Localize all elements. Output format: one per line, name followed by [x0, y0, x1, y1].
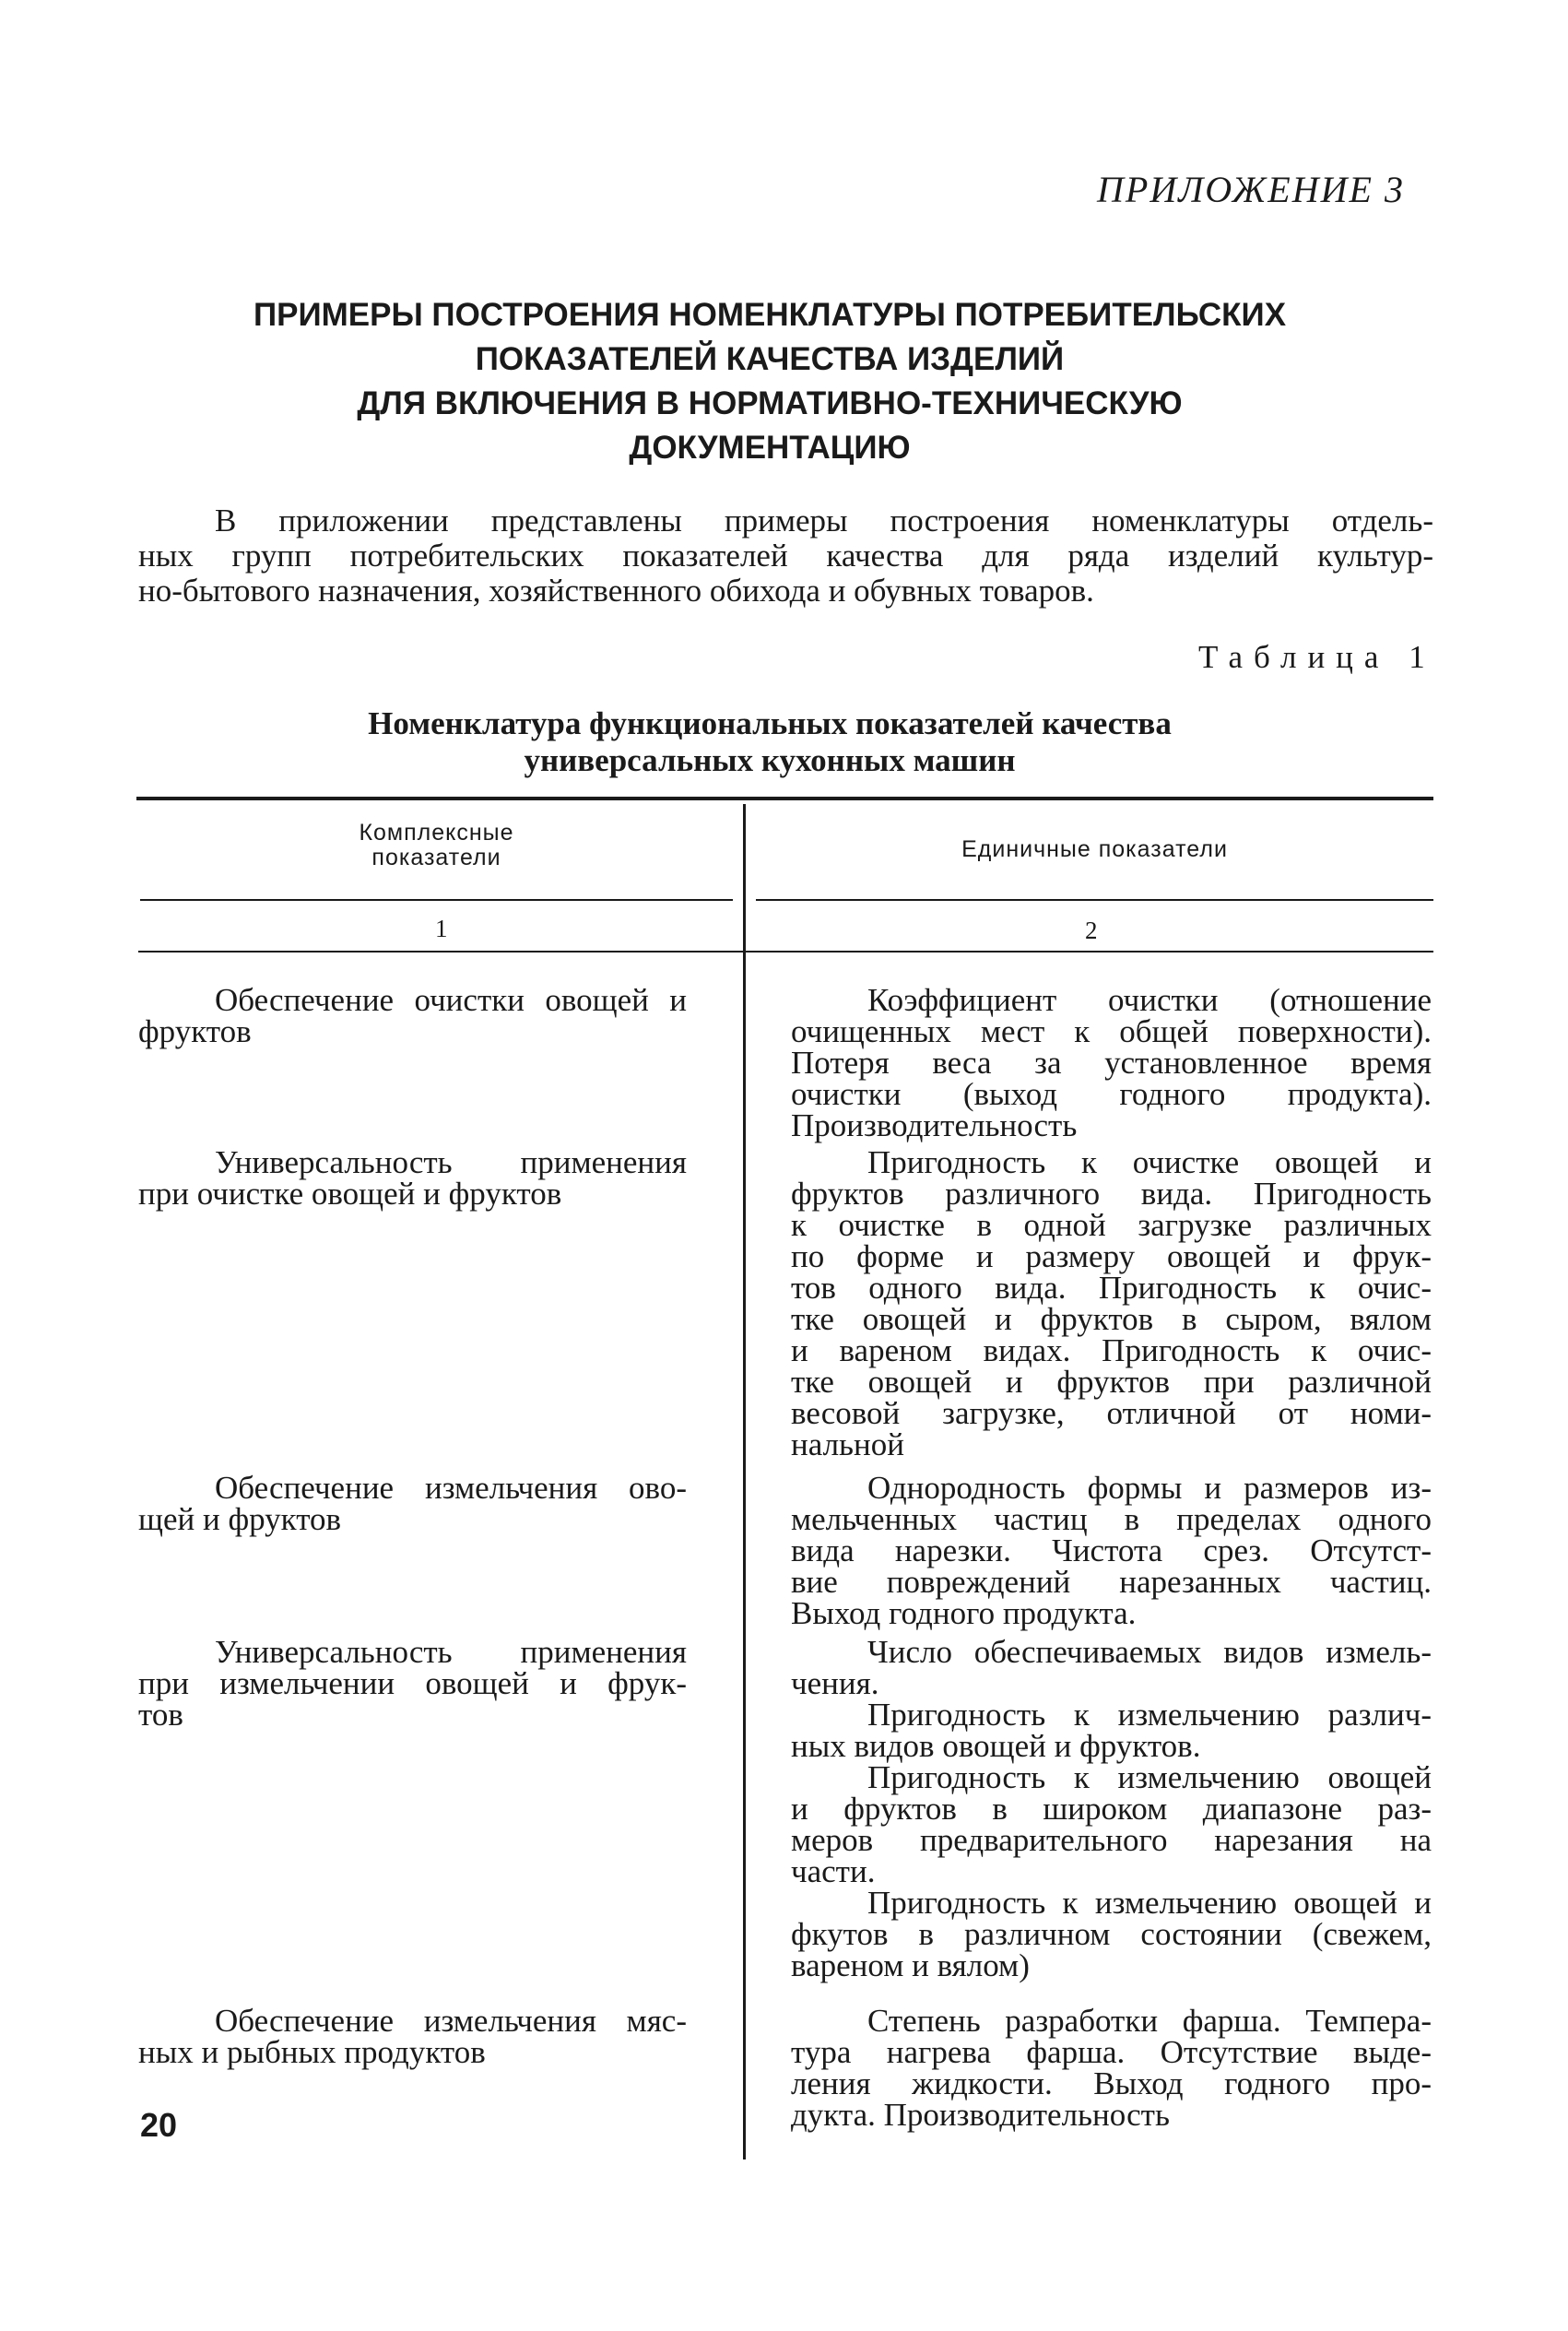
column-number-1: 1	[435, 915, 448, 942]
text-line: тке овощей и фруктов при различной	[791, 1364, 1432, 1400]
text-line: щей и фруктов	[138, 1501, 342, 1537]
intro-line: но-бытового назначения, хозяйственного обихода и обувных товаров.	[138, 573, 1094, 609]
heading-line: ПРИМЕРЫ ПОСТРОЕНИЯ НОМЕНКЛАТУРЫ ПОТРЕБИТЕЛЬСКИХ	[253, 297, 1287, 333]
text-line: Обеспечение измельчения мяс-	[215, 2003, 687, 2039]
text-line: Однородность формы и размеров из-	[867, 1470, 1432, 1506]
text-line: Пригодность к очистке овощей и	[867, 1144, 1432, 1180]
table-title	[277, 705, 1263, 779]
text-line: ных видов овощей и фруктов.	[791, 1728, 1201, 1764]
table-top-rule	[136, 797, 1433, 800]
text-line: ных и рыбных продуктов	[138, 2034, 486, 2070]
text-line: вареном и вялом)	[791, 1947, 1030, 1983]
text-line: тура нагрева фарша. Отсутствие выде-	[791, 2034, 1432, 2070]
text-line: Выход годного продукта.	[791, 1595, 1137, 1631]
heading-line: ДЛЯ ВКЛЮЧЕНИЯ В НОРМАТИВНО-ТЕХНИЧЕСКУЮ	[357, 385, 1183, 421]
text-line: Пригодность к измельчению различ-	[867, 1697, 1432, 1733]
page-heading	[240, 293, 1300, 470]
heading-line: ПОКАЗАТЕЛЕЙ КАЧЕСТВА ИЗДЕЛИЙ	[475, 341, 1065, 377]
text-line: весовой загрузке, отличной от номи-	[791, 1395, 1432, 1431]
text-line: мельченных частиц в пределах одного	[791, 1501, 1432, 1537]
text-line: фкутов в различном состоянии (свежем,	[791, 1916, 1432, 1952]
intro-line: ных групп потребительских показателей качества для ряда изделий культур-	[138, 538, 1433, 574]
text-line: Универсальность применения	[215, 1634, 687, 1670]
text-line: тов одного вида. Пригодность к очис-	[791, 1270, 1432, 1306]
text-line: части.	[791, 1853, 876, 1889]
complex-indicator	[138, 982, 687, 1049]
table-column-divider	[743, 804, 746, 2159]
text-line: при измельчении овощей и фрук-	[138, 1665, 687, 1701]
header-rule-right	[756, 899, 1433, 901]
page-number: 20	[140, 2106, 178, 2144]
single-indicators	[791, 1144, 1432, 1462]
header-rule-left	[140, 899, 733, 901]
text-line: Коэффициент очистки (отношение	[867, 982, 1432, 1018]
text-line: Пригодность к измельчению овощей	[867, 1759, 1432, 1795]
text-line: дукта. Производительность	[791, 2097, 1170, 2133]
complex-indicator	[138, 1634, 687, 1733]
text-line: меров предварительного нарезания на	[791, 1822, 1432, 1858]
text-line: ления жидкости. Выход годного про-	[791, 2065, 1432, 2101]
text-line: нальной	[791, 1426, 904, 1462]
intro-line: В приложении представлены примеры построения номенклатуры отдель-	[215, 503, 1433, 538]
numbering-rule	[138, 951, 1433, 953]
column-number-2: 2	[1085, 917, 1098, 944]
text-line: очистки (выход годного продукта).	[791, 1076, 1432, 1112]
single-indicators	[791, 1470, 1432, 1631]
intro-paragraph	[138, 503, 1433, 609]
text-line: Степень разработки фарша. Темпера-	[867, 2003, 1432, 2039]
appendix-label: ПРИЛОЖЕНИЕ 3	[1097, 169, 1405, 210]
text-line: Потеря веса за установленное время	[791, 1045, 1432, 1081]
text-line: по форме и размеру овощей и фрук-	[791, 1238, 1432, 1274]
text-line: Обеспечение очистки овощей и	[215, 982, 687, 1018]
column-header-single: Единичные показатели	[961, 836, 1228, 862]
table-title-line: Номенклатура функциональных показателей качества	[368, 705, 1172, 741]
heading-line: ДОКУМЕНТАЦИЮ	[629, 430, 911, 466]
text-line: Число обеспечиваемых видов измель-	[867, 1634, 1432, 1670]
text-line: Производительность	[791, 1107, 1078, 1143]
text-line: чения.	[791, 1665, 879, 1701]
table-label: Таблица 1	[1198, 639, 1436, 675]
text-line: фруктов	[138, 1013, 252, 1049]
single-indicators	[791, 1634, 1432, 1983]
text-line: и фруктов в широком диапазоне раз-	[791, 1791, 1432, 1827]
complex-indicator	[138, 1470, 687, 1537]
complex-indicator	[138, 2003, 687, 2070]
text-line: при очистке овощей и фруктов	[138, 1176, 562, 1212]
text-line: фруктов различного вида. Пригодность	[791, 1176, 1432, 1212]
table-title-line: универсальных кухонных машин	[524, 742, 1016, 778]
text-line: и вареном видах. Пригодность к очис-	[791, 1332, 1432, 1368]
text-line: вие повреждений нарезанных частиц.	[791, 1564, 1432, 1600]
text-line: очищенных мест к общей поверхности).	[791, 1013, 1432, 1049]
single-indicators	[791, 982, 1432, 1143]
column-header-line: Комплексные	[359, 820, 514, 846]
text-line: Пригодность к измельчению овощей и	[867, 1885, 1432, 1921]
text-line: вида нарезки. Чистота срез. Отсутст-	[791, 1532, 1432, 1568]
text-line: к очистке в одной загрузке различных	[791, 1207, 1432, 1243]
complex-indicator	[138, 1144, 687, 1212]
column-header-complex	[140, 821, 733, 870]
single-indicators	[791, 2003, 1432, 2133]
text-line: тов	[138, 1697, 183, 1733]
text-line: Обеспечение измельчения ово-	[215, 1470, 687, 1506]
column-header-line: показатели	[371, 845, 501, 870]
text-line: тке овощей и фруктов в сыром, вялом	[791, 1301, 1432, 1337]
text-line: Универсальность применения	[215, 1144, 687, 1180]
